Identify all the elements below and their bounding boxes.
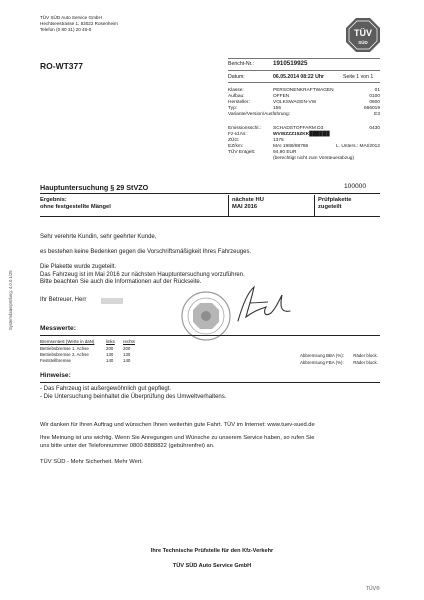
result-col-2: [232, 197, 264, 212]
redacted-name: [101, 298, 123, 304]
table-row: [40, 358, 140, 364]
page-indicator: Seite 1 von 1: [343, 74, 374, 80]
mw-cell: 200: [106, 346, 114, 351]
closing-feedback: [40, 435, 314, 450]
section-title: Hauptuntersuchung § 29 StVZO: [40, 183, 149, 192]
section-rule: [40, 193, 380, 194]
report-rule-top: [228, 58, 380, 59]
abbremsung-block: [300, 353, 378, 366]
report-date-label: Datum:: [228, 74, 245, 80]
sender-company: TÜV SÜD Auto Service GmbH: [40, 15, 102, 20]
letter-line-next: Das Fahrzeug ist im Mai 2016 zur nächsten Hauptuntersuchung vorzuführen.: [40, 271, 245, 278]
messwerte-title: Messwerte:: [40, 325, 76, 332]
report-rule-mid: [228, 70, 380, 71]
messwerte-rule: [40, 335, 380, 336]
result-rule: [40, 216, 380, 217]
table-row: [40, 346, 140, 352]
plakette-label: Prüfplakette: [318, 197, 352, 203]
license-plate: RO-WT377: [40, 61, 83, 71]
result-divider-1: [228, 195, 229, 216]
vehicle-field-code: 666019: [363, 106, 380, 111]
vehicle-field-label: Klasse:: [228, 88, 244, 93]
vehicle-field-label: Hersteller:: [228, 100, 250, 105]
mw-header-test: Bremsentest (Werte in daN): [40, 339, 95, 344]
closing-slogan: TÜV SÜD - Mehr Sicherheit. Mehr Wert.: [40, 459, 143, 465]
result-value: ohne festgestellte Mängel: [40, 204, 111, 211]
vehicle-field-value: WVWZZZ15ZKK██████: [273, 132, 330, 137]
sender-street: Hechtseestrasse 1, 83022 Rosenheim: [40, 20, 118, 26]
abbremsung-fba: [300, 360, 378, 367]
sender-phone: Telefon (0 80 31) 20 40-0: [40, 26, 92, 32]
mw-cell: 130: [106, 352, 114, 357]
signature: [232, 283, 294, 327]
mw-cell: 140: [106, 358, 114, 363]
tuev-sued-logo: [345, 17, 381, 53]
vehicle-field-label: Fz-Id.Nr.:: [228, 132, 248, 137]
vehicle-field-label: EZ/km:: [228, 144, 244, 149]
footer-trademark: TÜV®: [366, 586, 380, 592]
vehicle-field-code: 0100: [369, 94, 380, 99]
table-row: [40, 352, 140, 358]
vehicle-field-code: 0430: [369, 126, 380, 131]
footer-line-1: Ihre Technische Prüfstelle für den Kfz-Verkehr: [150, 548, 274, 554]
report-rule-bottom: [228, 82, 380, 83]
abbremsung-bba-label: Abbremsung BBA (%):: [300, 353, 344, 358]
vehicle-field-value: 94,90 EUR: [273, 150, 297, 155]
letter-line-info: Bitte beachten Sie auch die Informationen auf der Rückseite.: [40, 279, 202, 286]
mw-cell: Betriebsbremse 1. Achse: [40, 346, 89, 351]
next-hu-value: MAI 2016: [232, 204, 258, 211]
next-hu-label: nächste HU: [232, 197, 264, 203]
abbremsung-bba-value: Räder block.: [353, 353, 378, 358]
list-item: - Das Fahrzeug ist außergewöhnlich gut gepflegt.: [40, 386, 172, 392]
mw-cell: Betriebsbremse 2. Achse: [40, 352, 89, 357]
hinweise-rule: [40, 382, 380, 383]
mw-header-right: rechts: [123, 339, 135, 344]
vehicle-field-label: ZÜG:: [228, 138, 240, 143]
vehicle-field-value: PERSONENKRAFTWAGEN: [273, 88, 334, 93]
vehicle-field-value: VOLKSWAGEN-VW: [273, 100, 317, 105]
letter-signoff: Ihr Betreuer, Herr: [40, 297, 87, 303]
abbremsung-fba-label: Abbremsung FBA (%):: [300, 359, 344, 365]
logo-text-main: TÜV: [354, 28, 372, 38]
vehicle-field-value: 1375: [273, 138, 284, 143]
vehicle-field-value: SCHADSTOFFARM D3: [273, 126, 324, 131]
signature-scribble-icon: [232, 283, 294, 327]
mw-cell: Feststellbremse: [40, 358, 71, 363]
vehicle-field-value: [273, 112, 374, 118]
vehicle-field-code: 0600: [369, 100, 380, 105]
vehicle-field-label: [228, 156, 273, 162]
result-col-3: [318, 197, 352, 212]
vehicle-row: [228, 112, 380, 118]
plakette-value: zugeteilt: [318, 204, 342, 211]
list-item: - Die Untersuchung beinhaltet die Überprüfung des Umweltverhaltens.: [40, 393, 227, 400]
messwerte-header-row: [40, 339, 140, 345]
footer-line-2: TÜV SÜD Auto Service GmbH: [172, 563, 252, 569]
vehicle-field-code: E3: [374, 112, 380, 117]
letter-greeting: Sehr verehrte Kundin, sehr geehrter Kunde,: [40, 234, 157, 240]
vehicle-field-value: OFFEN: [273, 94, 290, 99]
closing-thanks: Wir danken für Ihren Auftrag und wünschen Ihnen weiterhin gute Fahrt. TÜV im Internet: www.tuev-sued.de: [40, 422, 315, 428]
closing-feedback-line-1: Ihre Meinung ist uns wichtig. Wenn Sie Anregungen und Wünsche zu unserem Service haben, so rufen Sie: [40, 435, 315, 441]
abbremsung-bba: [300, 353, 378, 360]
result-divider-2: [314, 195, 315, 216]
result-col-1: [40, 197, 111, 212]
letter-line-plakette: Die Plakette wurde zugeteilt.: [40, 264, 117, 270]
vehicle-field-value: MAI 1989/88786: [273, 144, 309, 149]
mw-header-left: links: [106, 339, 115, 344]
vehicle-field-value: 155: [273, 106, 282, 111]
letter-paragraph-1: es bestehen keine Bedenken gegen die Vorschriftsmäßigkeit Ihres Fahrzeuges.: [40, 249, 252, 255]
hinweise-list: [40, 386, 226, 401]
result-label: Ergebnis:: [40, 197, 67, 203]
section-code: 100000: [344, 183, 367, 190]
vehicle-field-label: Aufbau:: [228, 94, 245, 99]
vehicle-field-label: Variante/Version/Ausführung:: [228, 112, 291, 117]
mw-cell: 130: [123, 352, 131, 357]
report-number-label: Bericht-Nr.:: [228, 61, 254, 67]
vehicle-field-value: (berechtigt nicht zum Vorsteuerabzug): [273, 156, 355, 161]
abbremsung-fba-value: Räder block.: [353, 359, 378, 365]
mw-cell: 140: [123, 358, 131, 363]
hinweise-title: Hinweise:: [40, 372, 71, 379]
logo-text-sub: SÜD: [358, 40, 368, 45]
vehicle-row: [228, 156, 380, 162]
mw-cell: 200: [123, 346, 131, 351]
letter-paragraph-2: [40, 264, 245, 287]
side-system-text: Systemdatenprüfung: 4.0.0.1/25: [8, 270, 13, 330]
vehicle-field-label: Emissionsschl.:: [228, 126, 262, 131]
report-number: 1910519925: [273, 60, 308, 67]
tuev-octagon-icon: [345, 17, 381, 53]
sender-address: [40, 15, 118, 32]
vehicle-field-code: L. Unters.: MAI/2012: [336, 144, 380, 149]
report-date: 06.05.2014 08:22 Uhr: [273, 74, 325, 80]
vehicle-field-label: Typ:: [228, 106, 238, 111]
vehicle-field-code: 01: [374, 88, 380, 93]
vehicle-field-label: TÜV Entgelt:: [228, 150, 256, 155]
closing-feedback-line-2: uns bitte unter der Telefonnummer 0800 8888822 (gebührenfrei) an.: [40, 442, 215, 449]
